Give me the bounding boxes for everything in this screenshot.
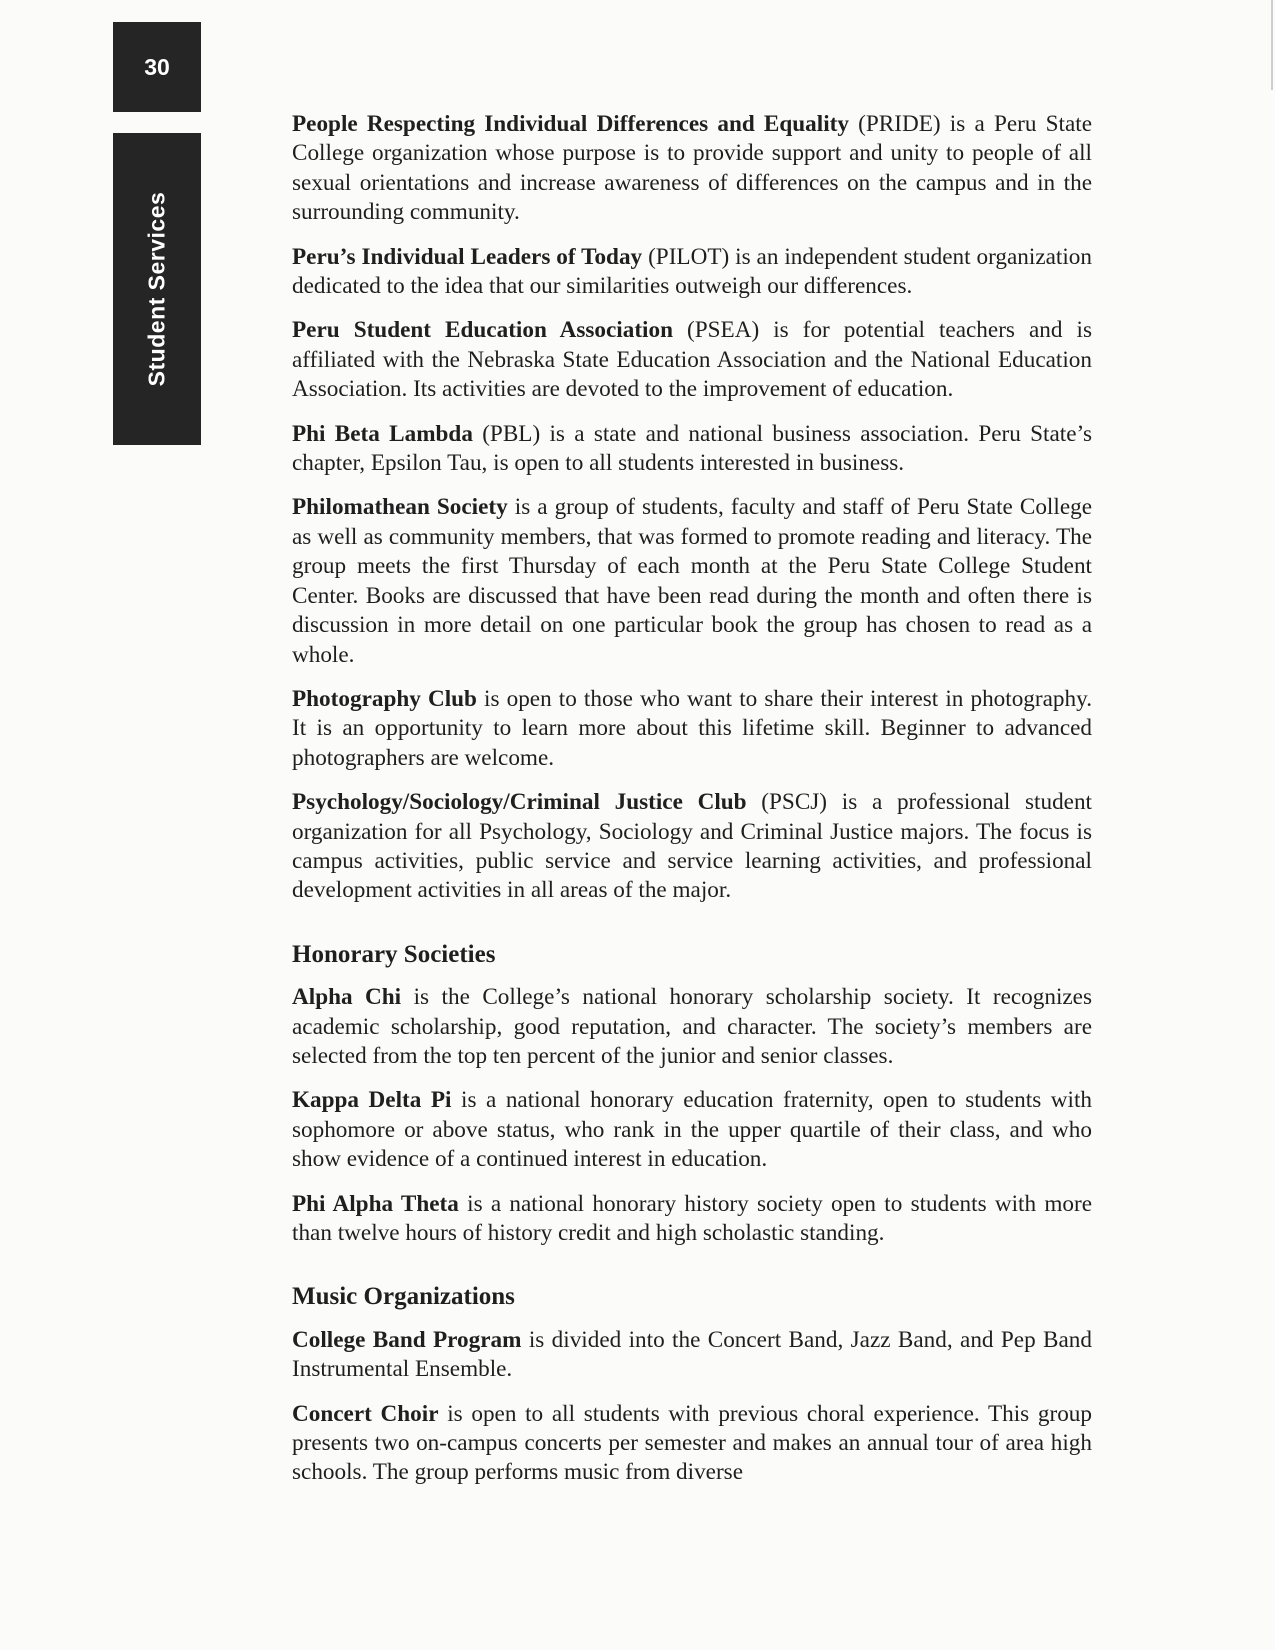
entry-text: (PSEA) is for potential teachers and is affiliated with the Nebraska State Education Association and the National Education Association. Its activities are devoted to the improvement of education.: [292, 317, 1092, 403]
music-organizations-heading: Music Organizations: [292, 1283, 515, 1311]
entry-name: Philomathean Society: [292, 494, 508, 521]
entry-name: Concert Choir: [292, 1400, 439, 1427]
page-edge-line: [1271, 0, 1273, 90]
entry-text: (PRIDE) is a Peru State College organization whose purpose is to provide support and unity to people of all sexual orientations and increase awareness of differences on the campus and in the surrounding community.: [292, 111, 1092, 226]
entry-name: Photography Club: [292, 685, 477, 712]
entry-text: is a national honorary education fraternity, open to students with sophomore or above status, who rank in the upper quartile of their class, and who show evidence of a continued interest in education.: [292, 1087, 1092, 1173]
entry-text: is the College’s national honorary scholarship society. It recognizes academic scholarship, good reputation, and character. The society’s members are selected from the top ten percent of the junior and senior classes.: [292, 984, 1092, 1069]
entry-pbl: [292, 420, 1092, 479]
entry-text: (PSCJ) is a professional student organization for all Psychology, Sociology and Criminal Justice majors. The focus is campus activities, public service and service learning activities, and professional development activities in all areas of the major.: [292, 789, 1093, 904]
entry-philomathean: [292, 493, 1092, 669]
entry-psea: [292, 316, 1092, 404]
section-tab-label: Student Services: [143, 191, 170, 387]
honorary-societies-heading: Honorary Societies: [292, 940, 496, 968]
entry-concert-choir: [292, 1400, 1092, 1488]
entry-name: Peru Student Education Association: [292, 317, 673, 344]
entry-text: (PILOT) is an independent student organization dedicated to the idea that our similarities outweigh our differences.: [292, 243, 1092, 300]
entry-name: Psychology/Sociology/Criminal Justice Club: [292, 789, 747, 816]
entry-college-band-program: [292, 1326, 1092, 1385]
entry-phi-alpha-theta: [292, 1190, 1092, 1249]
entry-alpha-chi: [292, 983, 1092, 1071]
page-number: 30: [144, 53, 170, 80]
entry-kappa-delta-pi: [292, 1086, 1092, 1174]
entry-text: is a national honorary history society open to students with more than twelve hours of history credit and high scholastic standing.: [292, 1190, 1092, 1246]
entry-name: Phi Beta Lambda: [292, 420, 473, 447]
entry-name: People Respecting Individual Differences and Equality: [292, 111, 849, 137]
entry-text: is open to those who want to share their interest in photography. It is an opportunity to learn more about this lifetime skill. Beginner to advanced photographers are welcome.: [292, 685, 1092, 771]
page-number-tab: [113, 22, 201, 112]
entry-text: is divided into the Concert Band, Jazz Band, and Pep Band Instrumental Ensemble.: [292, 1326, 1092, 1383]
entry-pilot: [292, 243, 1092, 302]
entry-text: is a group of students, faculty and staff of Peru State College as well as community members, that was formed to promote reading and literacy. The group meets the first Thursday of each month at the Peru State College Student Center. Books are discussed that have been read during the month and often there is discussion in more detail on one particular book the group has chosen to read as a whole.: [292, 494, 1092, 668]
entry-pscj: [292, 788, 1092, 906]
entry-photography-club: [292, 685, 1092, 773]
page-content: [292, 110, 1092, 1503]
entry-name: Alpha Chi: [292, 984, 402, 1011]
entry-name: Phi Alpha Theta: [292, 1190, 459, 1217]
entry-text: is open to all students with previous choral experience. This group presents two on-campus concerts per semester and makes an annual tour of area high schools. The group performs music from diverse: [292, 1400, 1092, 1486]
entry-name: Kappa Delta Pi: [292, 1087, 452, 1114]
entry-text: (PBL) is a state and national business association. Peru State’s chapter, Epsilon Tau, is open to all students interested in business.: [292, 420, 1092, 477]
entry-name: Peru’s Individual Leaders of Today: [292, 243, 643, 270]
entry-pride: [292, 110, 1092, 228]
entry-name: College Band Program: [292, 1326, 522, 1353]
section-tab: [113, 133, 201, 445]
